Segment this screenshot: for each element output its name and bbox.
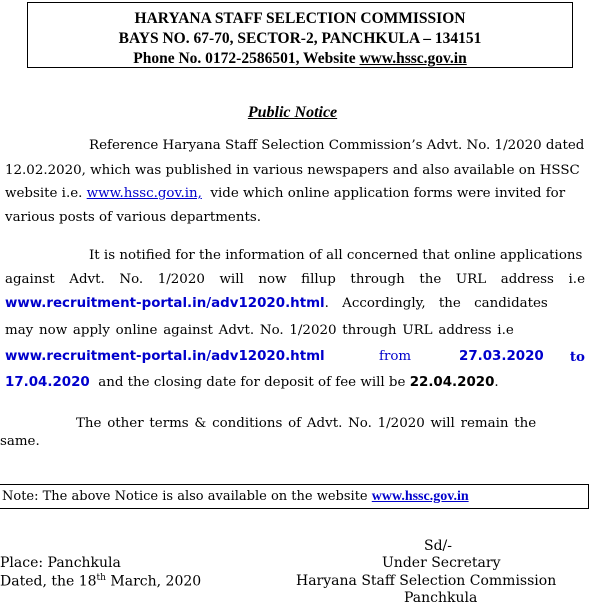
- date-prefix: Dated, the 18: [0, 573, 97, 590]
- para2-line1: It is notified for the information of all concerned that online applications: [89, 248, 583, 263]
- phone-text: Phone No. 0172-2586501, Website: [133, 50, 360, 67]
- para3-text: The other terms & conditions of Advt. No. 1/2020 will remain the: [76, 416, 537, 431]
- to-word: to: [569, 349, 585, 365]
- note-box: [0, 484, 589, 509]
- portal-url-link-2[interactable]: www.recruitment-portal.in/adv12020.html: [5, 349, 325, 364]
- from-word: from: [379, 349, 412, 364]
- para1-text: website i.e.: [5, 186, 83, 201]
- date-suffix-sup: th: [96, 573, 106, 583]
- para1-line4: various posts of various departments.: [5, 210, 261, 225]
- signatory-office: Haryana Staff Selection Commission: [296, 573, 557, 589]
- para2-line6: [5, 375, 585, 390]
- commission-address: BAYS NO. 67-70, SECTOR-2, PANCHKULA – 134151: [118, 30, 482, 47]
- para2-line3: [5, 296, 585, 311]
- para1-text-rest: vide which online application forms were invited for: [210, 186, 566, 201]
- start-date: 27.03.2020: [459, 349, 544, 364]
- para1-line1: Reference Haryana Staff Selection Commission’s Advt. No. 1/2020 dated: [89, 138, 585, 153]
- signature-sd: Sd/-: [424, 538, 452, 554]
- signatory-designation: Under Secretary: [382, 555, 501, 571]
- portal-url-link-1[interactable]: www.recruitment-portal.in/adv12020.html: [5, 296, 325, 311]
- date-text: [0, 573, 201, 590]
- commission-name: HARYANA STAFF SELECTION COMMISSION: [134, 10, 466, 27]
- page-title: Public Notice: [247, 104, 338, 121]
- para1-line2: 12.02.2020, which was published in various newspapers and also available on HSSC: [5, 163, 580, 178]
- header-website-link[interactable]: www.hssc.gov.in: [359, 50, 467, 67]
- note-website-link[interactable]: www.hssc.gov.in: [371, 489, 469, 504]
- para3-line1: [76, 416, 585, 431]
- header-box: [27, 2, 573, 68]
- end-date: 17.04.2020: [5, 375, 90, 390]
- signatory-city: Panchkula: [404, 590, 478, 606]
- period: .: [494, 375, 499, 390]
- para2-text: . Accordingly, the candidates: [324, 296, 548, 311]
- note-text: Note: The above Notice is also available on the website: [2, 489, 372, 504]
- para1-website-link[interactable]: www.hssc.gov.in,: [86, 186, 202, 201]
- fee-date: 22.04.2020: [409, 375, 495, 390]
- place-text: Place: Panchkula: [0, 555, 121, 571]
- para1-line3: [5, 186, 585, 201]
- para2-line2: against Advt. No. 1/2020 will now fillup through the URL address i.e: [5, 272, 585, 287]
- closing-text: and the closing date for deposit of fee will be: [98, 375, 406, 390]
- para2-line4: may now apply online against Advt. No. 1/2020 through URL address i.e: [5, 323, 514, 338]
- para3-line2: same.: [0, 434, 40, 449]
- commission-contact: [28, 49, 572, 69]
- date-month-year: March, 2020: [105, 573, 202, 590]
- para2-line5: [5, 349, 585, 364]
